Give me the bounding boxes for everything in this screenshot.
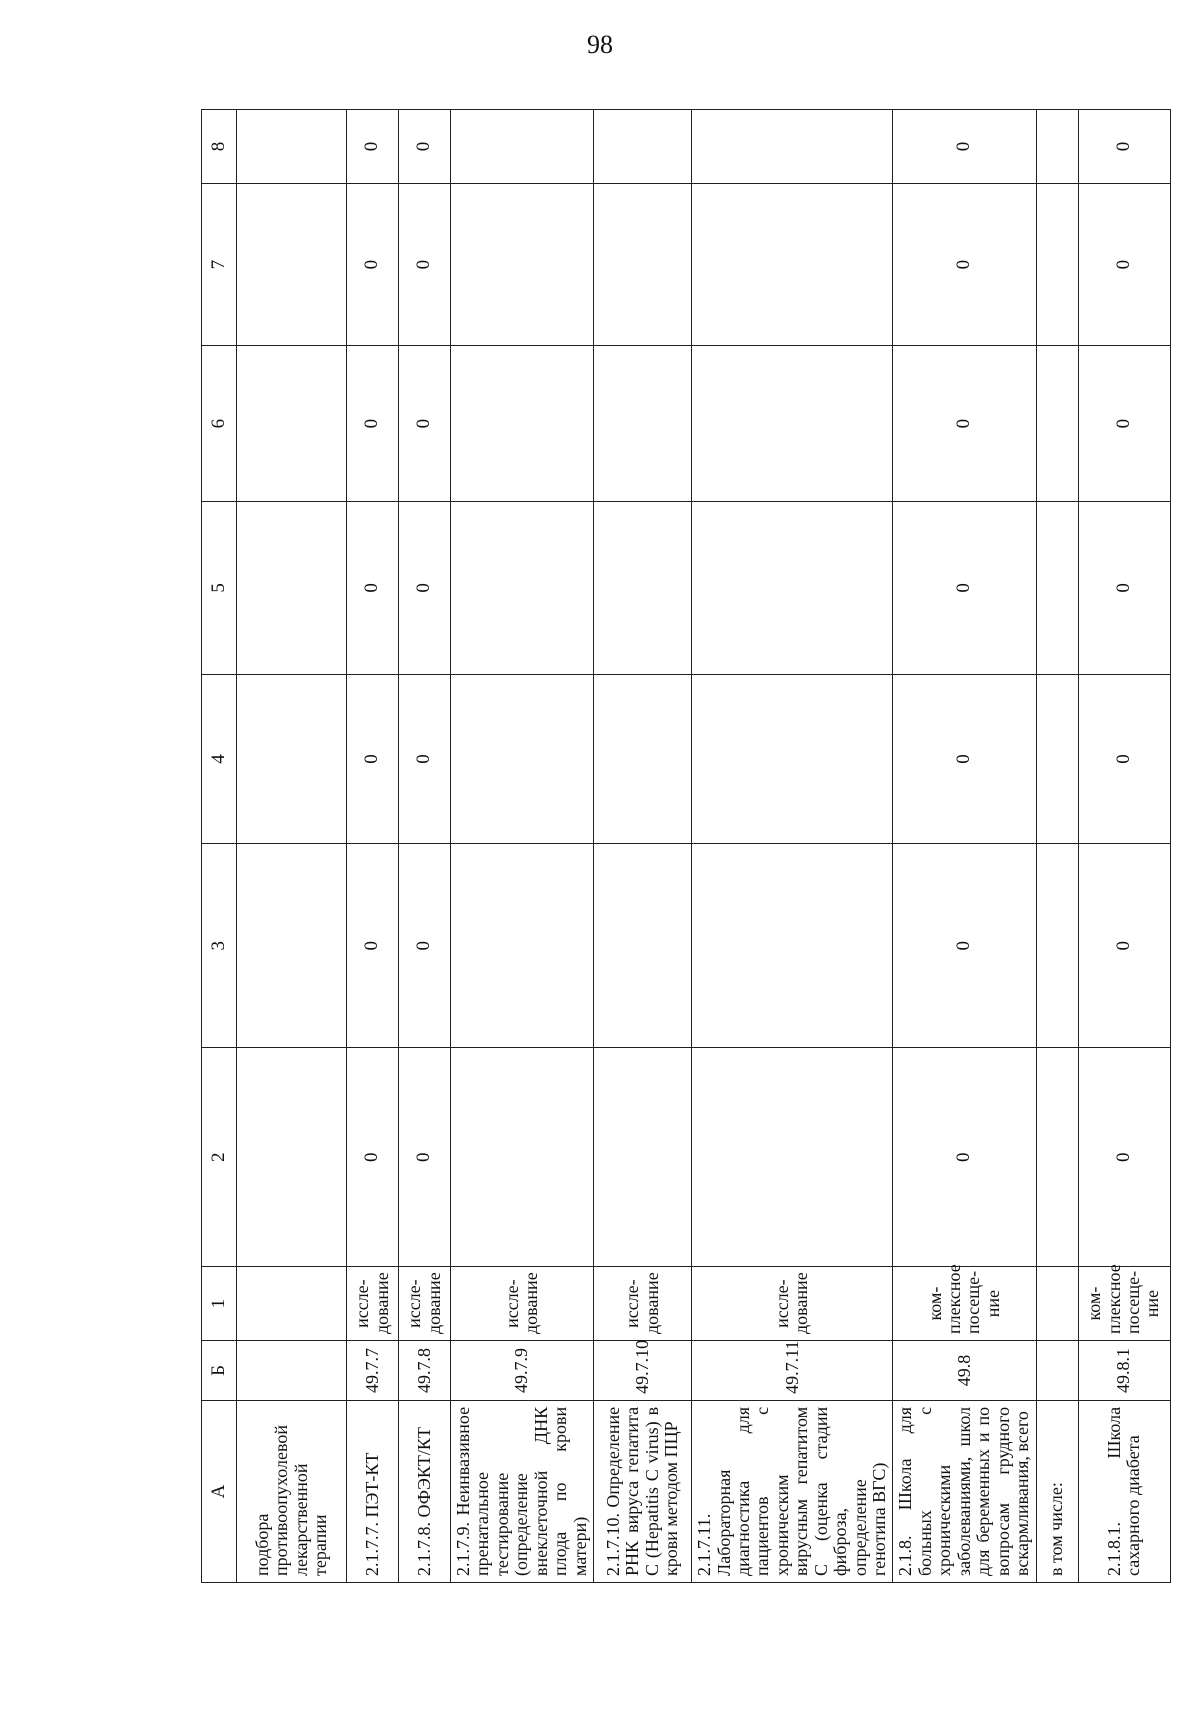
row-value: 0: [347, 346, 399, 502]
column-header: 5: [202, 501, 237, 674]
column-header: Б: [202, 1340, 237, 1400]
row-value: [237, 183, 347, 346]
row-value: 0: [1078, 183, 1170, 346]
row-name: 2.1.7.9. Неинвазивное пренатальное тестирование (определение внеклеточной ДНК плода по крови матери): [451, 1400, 594, 1582]
row-value: [692, 110, 893, 184]
row-value: [1036, 346, 1078, 502]
row-name: 2.1.7.11. Лабораторная диагностика для пациентов с хроническим вирусным гепатитом С (оценка стадии фиброза, определение генотипа ВГС): [692, 1400, 893, 1582]
table-row: [893, 110, 1036, 1583]
column-header: 1: [202, 1267, 237, 1341]
row-name: 2.1.8.1. Школа сахарного диабета: [1078, 1400, 1170, 1582]
row-code: 49.8: [893, 1340, 1036, 1400]
table-row: [347, 110, 399, 1583]
row-value: [1036, 183, 1078, 346]
row-value: 0: [347, 183, 399, 346]
row-value: 0: [399, 501, 451, 674]
row-code: 49.8.1: [1078, 1340, 1170, 1400]
row-value: [692, 183, 893, 346]
row-value: 0: [893, 1048, 1036, 1267]
row-value: 0: [893, 183, 1036, 346]
rotated-table-container: [201, 109, 1163, 1583]
table-row: [594, 110, 692, 1583]
row-unit: иссле-дование: [451, 1267, 594, 1341]
row-value: 0: [347, 1048, 399, 1267]
header-row: [202, 110, 237, 1583]
row-value: [451, 674, 594, 843]
column-header: 6: [202, 346, 237, 502]
row-value: [451, 346, 594, 502]
row-value: [594, 844, 692, 1048]
row-name: 2.1.7.8. ОФЭКТ/КТ: [399, 1400, 451, 1582]
table-row: [1036, 110, 1078, 1583]
row-value: [237, 1048, 347, 1267]
row-value: 0: [1078, 674, 1170, 843]
table-row: [451, 110, 594, 1583]
row-value: 0: [399, 346, 451, 502]
column-header: А: [202, 1400, 237, 1582]
row-unit: ком-плексное посеще-ние: [1078, 1267, 1170, 1341]
row-value: 0: [1078, 844, 1170, 1048]
table-row: [692, 110, 893, 1583]
row-name: 2.1.7.7. ПЭТ-КТ: [347, 1400, 399, 1582]
row-value: [237, 501, 347, 674]
page-number: 98: [587, 30, 613, 59]
row-value: [237, 346, 347, 502]
row-value: [451, 183, 594, 346]
row-value: [692, 844, 893, 1048]
row-value: [692, 674, 893, 843]
row-value: [1036, 674, 1078, 843]
row-unit: [1036, 1267, 1078, 1341]
row-value: [594, 674, 692, 843]
row-unit: [237, 1267, 347, 1341]
row-code: [1036, 1340, 1078, 1400]
row-value: [451, 501, 594, 674]
row-value: [692, 1048, 893, 1267]
column-header: 4: [202, 674, 237, 843]
row-value: 0: [893, 501, 1036, 674]
row-value: [1036, 110, 1078, 184]
row-name: 2.1.7.10. Определение РНК вируса гепатита С (Hepatitis C virus) в крови методом ПЦР: [594, 1400, 692, 1582]
row-value: 0: [399, 183, 451, 346]
row-value: 0: [1078, 1048, 1170, 1267]
data-table: [201, 109, 1171, 1583]
row-value: [692, 501, 893, 674]
row-code: 49.7.10: [594, 1340, 692, 1400]
row-value: [1036, 501, 1078, 674]
row-value: 0: [893, 346, 1036, 502]
row-value: [237, 110, 347, 184]
row-unit: иссле-дование: [692, 1267, 893, 1341]
row-value: 0: [399, 674, 451, 843]
row-unit: ком-плексное посеще-ние: [893, 1267, 1036, 1341]
row-value: [237, 844, 347, 1048]
row-code: 49.7.8: [399, 1340, 451, 1400]
row-value: 0: [347, 674, 399, 843]
row-name: 2.1.8. Школа для больных с хроническими заболеваниями, школ для беременных и по вопросам грудного вскармливания, всего: [893, 1400, 1036, 1582]
row-value: [1036, 1048, 1078, 1267]
row-code: 49.7.7: [347, 1340, 399, 1400]
row-value: 0: [893, 844, 1036, 1048]
row-value: 0: [347, 844, 399, 1048]
row-value: [1036, 844, 1078, 1048]
row-value: 0: [399, 110, 451, 184]
row-value: 0: [1078, 110, 1170, 184]
row-value: [594, 183, 692, 346]
row-name: подбора противоопухолевой лекарственной терапии: [237, 1400, 347, 1582]
table-row: [399, 110, 451, 1583]
row-value: [451, 110, 594, 184]
table-row: [1078, 110, 1170, 1583]
row-code: 49.7.9: [451, 1340, 594, 1400]
column-header: 3: [202, 844, 237, 1048]
column-header: 8: [202, 110, 237, 184]
row-value: 0: [1078, 346, 1170, 502]
row-code: [237, 1340, 347, 1400]
row-value: 0: [893, 674, 1036, 843]
row-value: 0: [893, 110, 1036, 184]
row-value: 0: [347, 110, 399, 184]
row-value: 0: [1078, 501, 1170, 674]
row-value: [594, 1048, 692, 1267]
row-unit: иссле-дование: [347, 1267, 399, 1341]
row-code: 49.7.11: [692, 1340, 893, 1400]
row-value: [451, 844, 594, 1048]
row-value: [594, 501, 692, 674]
column-header: 7: [202, 183, 237, 346]
row-name: в том числе:: [1036, 1400, 1078, 1582]
column-header: 2: [202, 1048, 237, 1267]
row-value: 0: [347, 501, 399, 674]
row-value: 0: [399, 1048, 451, 1267]
row-unit: иссле-дование: [594, 1267, 692, 1341]
table-row: [237, 110, 347, 1583]
row-value: [692, 346, 893, 502]
row-value: [594, 346, 692, 502]
row-value: [594, 110, 692, 184]
row-value: [451, 1048, 594, 1267]
row-unit: иссле-дование: [399, 1267, 451, 1341]
row-value: 0: [399, 844, 451, 1048]
row-value: [237, 674, 347, 843]
